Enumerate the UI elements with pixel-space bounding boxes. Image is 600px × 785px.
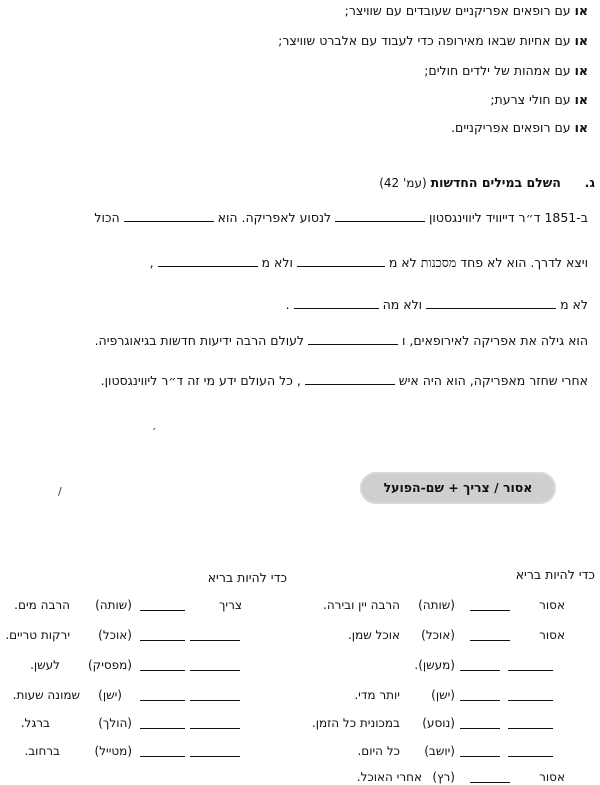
list-item: או עם אחיות שבאו מאירופה כדי לעבוד עם אלברט שוויצר;	[278, 33, 588, 48]
row-text: כל היום.	[357, 744, 400, 758]
fill-line: ויצא לדרך. הוא לא פחד מסכנות לא מ ולא מ ,	[149, 255, 588, 270]
blank-field[interactable]	[190, 660, 240, 671]
grammar-pill	[360, 472, 556, 504]
blank-field[interactable]	[158, 256, 258, 267]
blank-field[interactable]	[508, 718, 553, 729]
section-heading	[379, 175, 595, 190]
row-text: שמונה שעות.	[12, 688, 80, 702]
section-letter: ג.	[584, 175, 595, 190]
fill-line: לא מ ולא מה .	[285, 297, 588, 312]
blank-field[interactable]	[460, 690, 500, 701]
row-text: הרבה יין ובירה.	[323, 598, 400, 612]
blank-field[interactable]	[308, 334, 398, 345]
row-verb: (נוסע)	[422, 716, 455, 730]
handwritten-answer: מסכנות	[420, 255, 457, 270]
left-column-heading: כדי להיות בריא	[207, 570, 287, 585]
blank-field[interactable]	[460, 718, 500, 729]
blank-field[interactable]	[470, 630, 510, 641]
row-lead: אסור	[539, 628, 565, 642]
row-text: במכונית כל הזמן.	[311, 716, 400, 730]
list-item: או עם רופאים אפריקניים.	[451, 120, 588, 135]
blank-field[interactable]	[426, 298, 556, 309]
blank-field[interactable]	[140, 718, 185, 729]
row-text: אחרי האוכל.	[356, 770, 422, 784]
row-text: הרבה מים.	[14, 598, 70, 612]
blank-field[interactable]	[190, 746, 240, 757]
list-item: או עם חולי צרעת;	[490, 92, 588, 107]
blank-field[interactable]	[190, 690, 240, 701]
row-verb: (מטייל)	[94, 744, 132, 758]
blank-field[interactable]	[140, 746, 185, 757]
row-lead: צריך	[218, 598, 242, 612]
blank-field[interactable]	[305, 374, 395, 385]
row-verb: (אוכל)	[421, 628, 455, 642]
pill-label: אסור / צריך + שם-הפועל	[383, 480, 533, 495]
blank-field[interactable]	[190, 718, 240, 729]
blank-field[interactable]	[124, 211, 214, 222]
blank-field[interactable]	[460, 660, 500, 671]
blank-field[interactable]	[460, 746, 500, 757]
row-text: ברגל.	[20, 716, 50, 730]
row-verb: (ישן)	[98, 688, 122, 702]
blank-field[interactable]	[140, 660, 185, 671]
blank-field[interactable]	[140, 630, 185, 641]
row-verb: (הולך)	[98, 716, 132, 730]
row-text: ברחוב.	[24, 744, 60, 758]
blank-field[interactable]	[508, 746, 553, 757]
row-verb: (שותה)	[95, 598, 132, 612]
row-text: אוכל שמן.	[347, 628, 400, 642]
blank-field[interactable]	[470, 772, 510, 783]
row-verb: (מפסיק)	[88, 658, 132, 672]
list-item: או עם רופאים אפריקניים שעובדים עם שוויצר;	[344, 3, 588, 18]
blank-field[interactable]	[335, 211, 425, 222]
blank-field[interactable]	[470, 600, 510, 611]
blank-field[interactable]	[140, 600, 185, 611]
blank-field[interactable]	[190, 630, 240, 641]
blank-field[interactable]	[294, 298, 379, 309]
blank-field[interactable]	[140, 690, 185, 701]
fill-line: אחרי שחזר מאפריקה, הוא היה איש , כל העולם ידע מי זה ד״ר ליווינגסטון.	[100, 373, 588, 388]
row-text: יותר מדי.	[354, 688, 400, 702]
blank-field[interactable]	[508, 690, 553, 701]
row-verb: (מעשן).	[414, 658, 455, 672]
row-verb: (רץ)	[432, 770, 455, 784]
row-verb: (שותה)	[418, 598, 455, 612]
blank-field[interactable]	[508, 660, 553, 671]
row-verb: (יושב)	[424, 744, 455, 758]
stray-mark: /	[58, 485, 62, 498]
row-text: ירקות טריים.	[5, 628, 70, 642]
page-ref: (עמ' 42)	[379, 176, 427, 190]
list-item: או עם אמהות של ילדים חולים;	[424, 63, 588, 78]
row-verb: (אוכל)	[98, 628, 132, 642]
row-verb: (ישן)	[431, 688, 455, 702]
fill-line: ב-1851 ד״ר דייוויד ליווינגסטון לנסוע לאפריקה. הוא הכול	[94, 210, 588, 225]
stray-mark: ׳	[152, 424, 157, 437]
right-column-heading: כדי להיות בריא	[515, 567, 595, 582]
row-text: לעשן.	[30, 658, 60, 672]
row-lead: אסור	[539, 770, 565, 784]
blank-field[interactable]	[297, 256, 385, 267]
fill-line: הוא גילה את אפריקה לאירופאים, ו לעולם הרבה ידיעות חדשות בגיאוגרפיה.	[94, 333, 588, 348]
row-lead: אסור	[539, 598, 565, 612]
section-title: השלם במילים החדשות	[430, 175, 561, 190]
